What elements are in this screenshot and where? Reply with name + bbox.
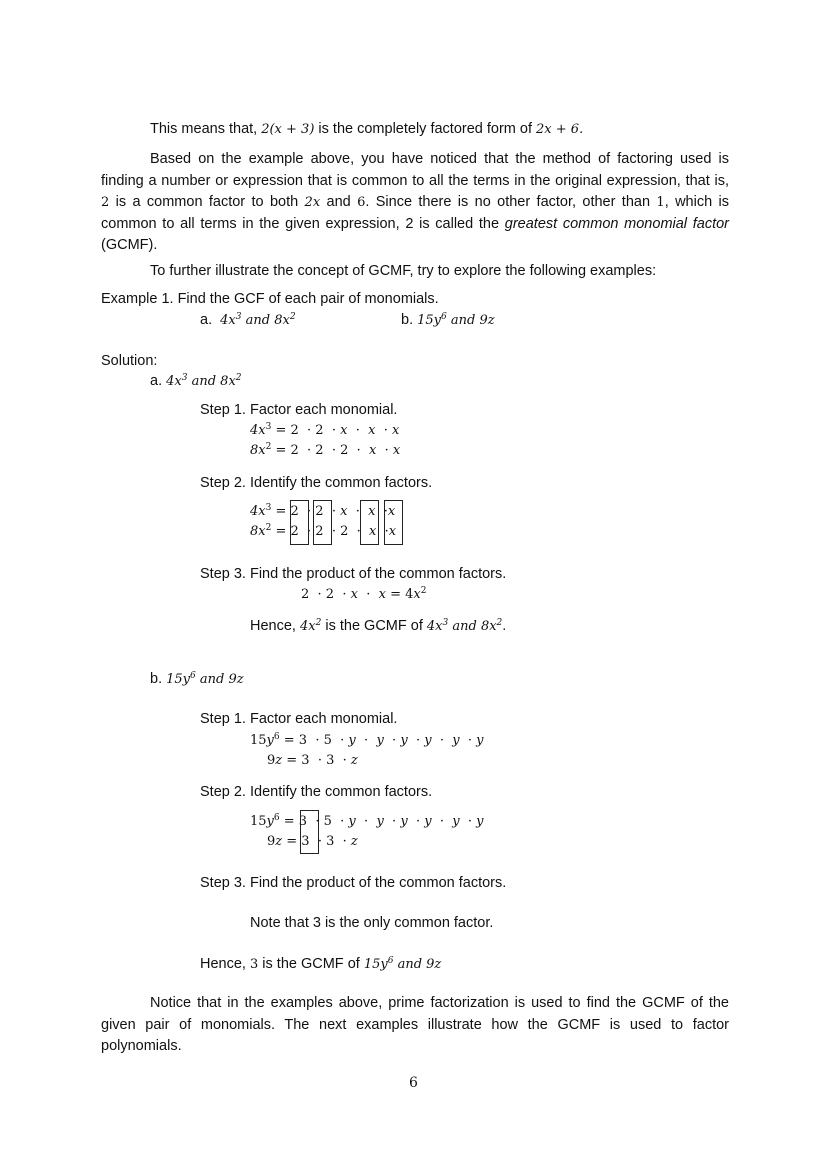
part-a-step3-eq: $2 \cdot 2 \cdot x \cdot x = 4x^2$ (301, 586, 427, 602)
part-b-step1-eq2: 9z = 3 · 3 · z (267, 753, 358, 768)
solution-b-heading (150, 669, 244, 690)
text: is the GCMF of (258, 956, 364, 972)
part-b-note: Note that 3 is the only common factor. (250, 915, 494, 931)
text: is the GCMF of (321, 618, 427, 634)
item-label: b. (401, 312, 414, 328)
text: and (320, 194, 358, 210)
part-a-step1-eq1: $4x^3 = 2 \cdot 2 \cdot x \cdot x \cdot x$ (250, 422, 400, 438)
text: Hence, (200, 956, 250, 972)
part-a-conclusion (250, 616, 506, 637)
text: (GCMF). (101, 237, 158, 253)
math-expression: $15y^6$ and 9z (166, 671, 244, 687)
page-number: 6 (409, 1075, 418, 1091)
part-b-conclusion (200, 954, 441, 975)
part-a-step3: Step 3. Find the product of the common factors. (200, 566, 507, 582)
text: . (502, 618, 507, 634)
intro-text: . (579, 121, 584, 137)
math-expression: 2(x + 3) (261, 122, 315, 137)
explore-paragraph: To further illustrate the concept of GCMF, try to explore the following examples: (150, 263, 657, 279)
common-factor-box (360, 500, 379, 545)
part-b-step2-row2: 9z = 3 · 3 · z (267, 834, 358, 849)
part-b-step3: Step 3. Find the product of the common factors. (200, 875, 507, 891)
intro-line (150, 119, 583, 140)
math-expression: 2x + 6 (536, 122, 580, 137)
example1-heading: Example 1. Find the GCF of each pair of monomials. (101, 291, 439, 307)
math: 3 (249, 957, 259, 972)
text: is a common factor to both (109, 194, 305, 210)
gcmf-definition-paragraph (101, 149, 729, 257)
math: 2x (304, 195, 321, 210)
part-b-step1-eq1: $15y^6 = 3 \cdot 5 \cdot y \cdot y \cdot y \cdot y \cdot y \cdot y$ (250, 732, 484, 748)
common-factor-box (290, 500, 309, 545)
text: . Since there is no other factor, other than (365, 194, 657, 210)
common-factor-box (384, 500, 403, 545)
math-expression: $4x^3$ and $8x^2$ (166, 373, 242, 389)
solution-label: Solution: (101, 353, 158, 369)
part-a-step2: Step 2. Identify the common factors. (200, 475, 433, 491)
closing-paragraph (101, 993, 729, 1058)
intro-text: is the completely factored form of (314, 121, 537, 137)
item-label: a. (200, 312, 213, 328)
text: Hence, (250, 618, 300, 634)
part-a-step2-row2: $8x^2 = 2 \cdot 2 \cdot 2 \cdot x \cdot x$ (250, 523, 397, 539)
math-expression: $15y^6$ and 9z (417, 312, 495, 328)
emphasis-term: greatest common monomial factor (504, 215, 729, 232)
intro-text: This means that, (150, 121, 262, 137)
part-b-step2-row1: $15y^6 = 3 \cdot 5 \cdot y \cdot y \cdot y \cdot y \cdot y \cdot y$ (250, 813, 484, 829)
math: $4x^2$ (299, 618, 322, 634)
common-factor-box (313, 500, 332, 545)
math: $4x^3$ and $8x^2$ (426, 618, 503, 634)
math: $15y^6$ and 9z (363, 956, 442, 972)
part-a-step2-row1: $4x^3 = 2 \cdot 2 \cdot x \cdot x \cdot x$ (250, 503, 396, 519)
solution-a-heading (150, 371, 242, 392)
text: , which is common to all terms in the given expression, 2 is called the (101, 194, 729, 232)
part-a-step1: Step 1. Factor each monomial. (200, 402, 398, 418)
text: Notice that in the examples above, prime factorization is used to find the GCMF of the given pair of monomials. The next examples illustrate how the GCMF is used to factor polynomials. (101, 995, 729, 1054)
common-factor-box (300, 810, 319, 854)
math: 1 (656, 195, 665, 210)
item-label: a. (150, 373, 163, 389)
text: Based on the example above, you have noticed that the method of factoring used is finding a number or expression that is common to all the terms in the original expression, that is, (101, 151, 729, 189)
item-label: b. (150, 671, 163, 687)
part-b-step2: Step 2. Identify the common factors. (200, 784, 433, 800)
part-b-step1: Step 1. Factor each monomial. (200, 711, 398, 727)
math: 6 (357, 195, 366, 210)
example1-item-b (401, 310, 495, 331)
math-expression: $4x^3$ and $8x^2$ (220, 312, 296, 328)
part-a-step1-eq2: $8x^2 = 2 \cdot 2 \cdot 2 \cdot x \cdot x$ (250, 442, 401, 458)
example1-item-a (200, 310, 296, 331)
math: 2 (101, 195, 110, 210)
